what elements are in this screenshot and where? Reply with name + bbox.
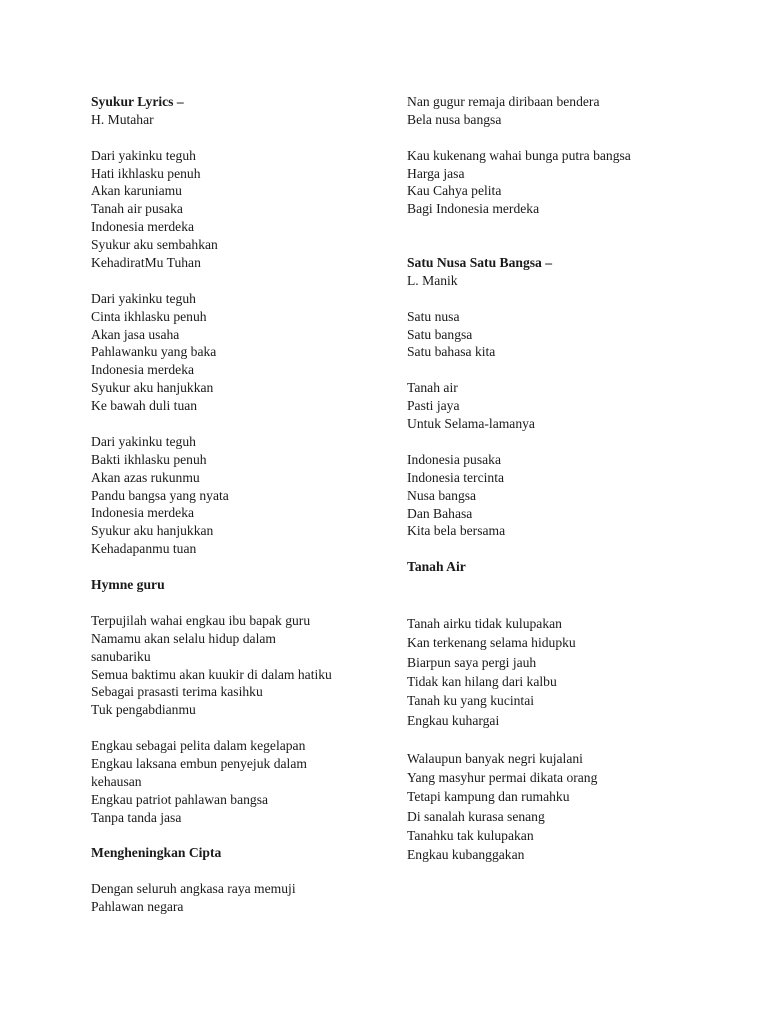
- lyric-line: Indonesia tercinta: [407, 469, 505, 485]
- lyric-line: Kau Cahya pelita: [407, 183, 502, 199]
- lyric-line: Syukur aku sembahkan: [91, 237, 218, 253]
- song-title-mengheningkan-cipta: Mengheningkan Cipta: [91, 845, 222, 861]
- lyric-line: Hati ikhlasku penuh: [91, 165, 201, 181]
- lyric-line: Engkau patriot pahlawan bangsa: [91, 791, 269, 807]
- lyric-line: Tetapi kampung dan rumahku: [407, 789, 570, 805]
- lyric-line: Satu bahasa kita: [407, 344, 496, 360]
- song-title-hymne-guru: Hymne guru: [91, 577, 165, 593]
- syukur-verse-3: [91, 433, 411, 558]
- lyric-line: Sebagai prasasti terima kasihku: [91, 684, 263, 700]
- song-author-syukur: H. Mutahar: [91, 111, 154, 127]
- lyric-line: kehausan: [91, 773, 142, 789]
- lyric-line: Satu nusa: [407, 308, 460, 324]
- lyric-line: Nan gugur remaja diribaan bendera: [407, 94, 600, 109]
- lyric-line: Kehadapanmu tuan: [91, 541, 197, 557]
- lyric-line: Akan jasa usaha: [91, 326, 180, 342]
- satu-nusa-verse-2: [407, 379, 727, 433]
- lyric-line: Semua baktimu akan kuukir di dalam hatiku: [91, 666, 332, 682]
- lyric-line: Kan terkenang selama hidupku: [407, 635, 576, 651]
- lyric-line: Akan karuniamu: [91, 183, 182, 199]
- lyric-line: Syukur aku hanjukkan: [91, 523, 214, 539]
- lyric-line: Dengan seluruh angkasa raya memuji: [91, 881, 296, 897]
- lyric-line: Engkau sebagai pelita dalam kegelapan: [91, 738, 306, 754]
- hymne-guru-verse-1: [91, 612, 411, 719]
- lyric-line: sanubariku: [91, 648, 151, 664]
- lyric-line: Nusa bangsa: [407, 487, 477, 503]
- lyric-line: Kau kukenang wahai bunga putra bangsa: [407, 147, 631, 163]
- lyric-line: Tanah air pusaka: [91, 201, 183, 217]
- lyric-line: Tidak kan hilang dari kalbu: [407, 673, 557, 689]
- mengheningkan-cipta-verse-1: [91, 880, 411, 916]
- satu-nusa-verse-1: [407, 308, 727, 362]
- lyric-line: Yang masyhur permai dikata orang: [407, 770, 598, 786]
- lyric-line: Tanpa tanda jasa: [91, 809, 182, 825]
- left-column: [91, 93, 411, 916]
- lyric-line: Satu bangsa: [407, 326, 473, 342]
- lyric-line: Indonesia pusaka: [407, 451, 501, 467]
- song-title-tanah-air: Tanah Air: [407, 559, 466, 575]
- syukur-verse-2: [91, 290, 411, 415]
- lyric-line: Harga jasa: [407, 165, 465, 181]
- hymne-guru-verse-2: [91, 737, 411, 826]
- mengheningkan-cipta-cont-verse-1: [407, 93, 727, 129]
- lyric-line: Di sanalah kurasa senang: [407, 808, 545, 824]
- lyric-line: Bakti ikhlasku penuh: [91, 451, 207, 467]
- lyric-line: Bagi Indonesia merdeka: [407, 201, 540, 217]
- tanah-air-verse-2: [407, 749, 727, 865]
- right-column: [407, 93, 727, 865]
- lyric-line: Syukur aku hanjukkan: [91, 380, 214, 396]
- lyric-line: Walaupun banyak negri kujalani: [407, 750, 583, 766]
- lyric-line: Dari yakinku teguh: [91, 147, 196, 163]
- lyric-line: Dan Bahasa: [407, 505, 473, 521]
- lyric-line: Terpujilah wahai engkau ibu bapak guru: [91, 612, 311, 628]
- lyric-line: Tanah air: [407, 380, 458, 396]
- lyric-line: Engkau kubanggakan: [407, 847, 525, 863]
- lyric-line: Akan azas rukunmu: [91, 469, 200, 485]
- syukur-verse-1: [91, 147, 411, 272]
- satu-nusa-verse-3: [407, 451, 727, 540]
- lyric-line: Indonesia merdeka: [91, 219, 195, 235]
- lyric-line: Tanah ku yang kucintai: [407, 693, 535, 709]
- mengheningkan-cipta-cont-verse-2: [407, 147, 727, 219]
- lyric-line: Pasti jaya: [407, 398, 460, 414]
- lyric-line: Cinta ikhlasku penuh: [91, 308, 207, 324]
- lyric-line: Biarpun saya pergi jauh: [407, 654, 537, 670]
- tanah-air-verse-1: [407, 614, 727, 730]
- lyric-line: Kita bela bersama: [407, 523, 506, 539]
- lyric-line: Untuk Selama-lamanya: [407, 416, 535, 432]
- lyric-line: Namamu akan selalu hidup dalam: [91, 630, 276, 646]
- lyric-line: Bela nusa bangsa: [407, 111, 502, 127]
- lyric-line: Engkau laksana embun penyejuk dalam: [91, 755, 307, 771]
- song-title-satu-nusa: Satu Nusa Satu Bangsa –: [407, 255, 553, 271]
- lyric-line: Dari yakinku teguh: [91, 290, 196, 306]
- lyric-line: Engkau kuhargai: [407, 712, 500, 728]
- lyric-line: Indonesia merdeka: [91, 362, 195, 378]
- lyric-line: Tanahku tak kulupakan: [407, 828, 534, 844]
- lyric-line: Pahlawan negara: [91, 899, 184, 915]
- lyric-line: Pahlawanku yang baka: [91, 344, 217, 360]
- lyric-line: Tuk pengabdianmu: [91, 702, 196, 718]
- lyric-line: KehadiratMu Tuhan: [91, 255, 201, 271]
- lyric-line: Dari yakinku teguh: [91, 433, 196, 449]
- song-author-satu-nusa: L. Manik: [407, 272, 458, 288]
- lyric-line: Indonesia merdeka: [91, 505, 195, 521]
- lyric-line: Ke bawah duli tuan: [91, 398, 198, 414]
- lyric-line: Tanah airku tidak kulupakan: [407, 616, 562, 632]
- song-title-syukur: Syukur Lyrics –: [91, 94, 184, 109]
- lyric-line: Pandu bangsa yang nyata: [91, 487, 229, 503]
